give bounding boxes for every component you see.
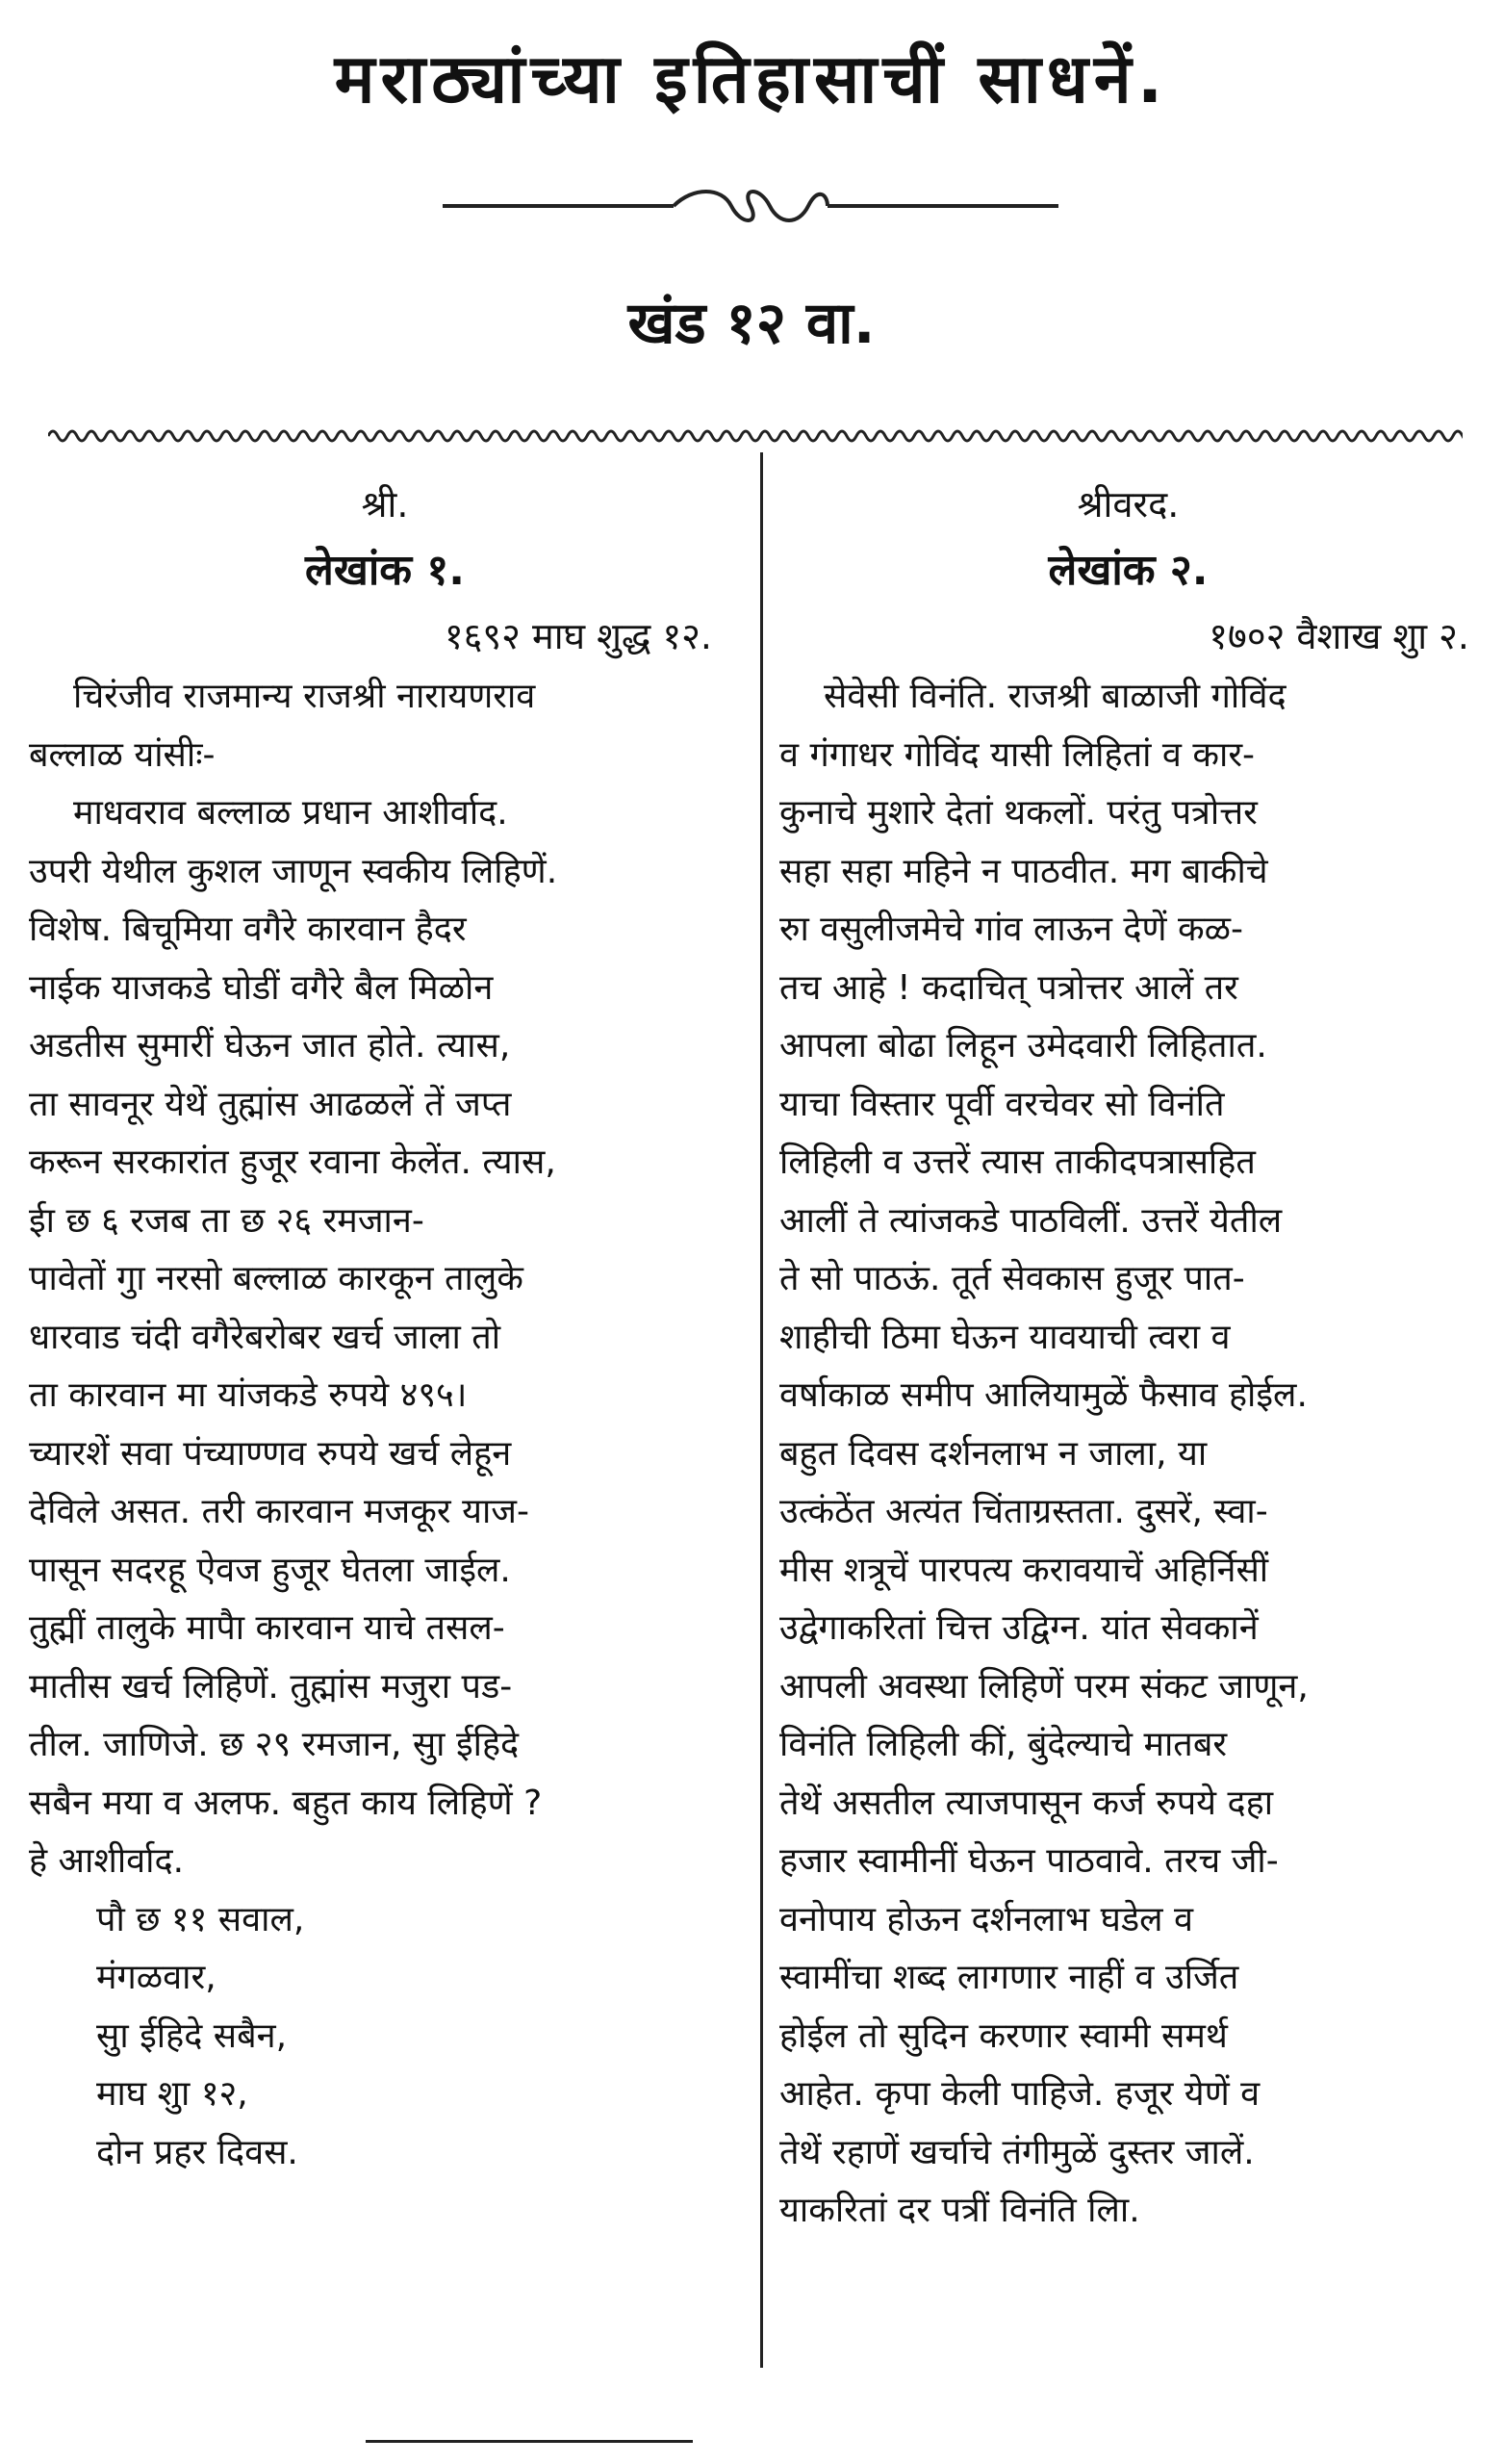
letter-2-date: १७०२ वैशाख शुा २.	[1209, 615, 1469, 657]
wavy-rule	[48, 422, 1463, 450]
letter-2-number: लेखांक २.	[1048, 546, 1209, 595]
body-line: धारवाड चंदी वगैरेबरोबर खर्च जाला तो	[29, 1317, 501, 1357]
letter-1-heading	[29, 472, 741, 604]
signoff-line: सुा ईहिदे सबैन,	[96, 2015, 288, 2056]
letter-1-date: १६९२ माघ शुद्ध १२.	[444, 615, 712, 657]
letter-1-address	[29, 668, 741, 784]
page-title: मराठ्यांच्या इतिहासाचीं साधनें.	[334, 39, 1169, 118]
body-line: आलीं ते त्यांजकडे पाठविलीं. उत्तरें येतील	[779, 1200, 1283, 1241]
body-line: च्यारशें सवा पंच्याण्णव रुपये खर्च लेहून	[29, 1433, 512, 1474]
body-line: सहा सहा महिने न पाठवीत. मग बाकीचे	[779, 851, 1268, 891]
body-line: स्वामींचा शब्द लागणार नाहीं व उर्जित	[779, 1958, 1239, 1997]
address-line: चिरंजीव राजमान्य राजश्री नारायणराव	[73, 677, 536, 716]
letter-2	[779, 472, 1477, 2241]
body-line: पावेतों गुा नरसो बल्लाळ कारकून तालुके	[29, 1259, 523, 1298]
address-line: बल्लाळ यांसीः-	[29, 734, 216, 775]
body-line: मातीस खर्च लिहिणें. तुह्मांस मजुरा पड-	[29, 1666, 513, 1707]
body-line: ते सो पाठऊं. तूर्त सेवकास हुजूर पात-	[779, 1259, 1245, 1298]
body-line: आहेत. कृपा केली पाहिजे. हजूर येणें व	[779, 2074, 1261, 2114]
body-line: सेवेसी विनंति. राजश्री बाळाजी गोविंद	[824, 677, 1286, 716]
body-line: ता सावनूर येथें तुह्मांस आढळलें तें जप्त	[29, 1084, 512, 1124]
body-line: ता कारवान मा यांजकडे रुपये ४९५।	[29, 1375, 468, 1415]
letter-2-body	[779, 668, 1477, 2241]
body-line: व गंगाधर गोविंद यासी लिहितां व कार-	[779, 734, 1256, 775]
body-line: शाहीची ठिमा घेऊन यावयाची त्वरा व	[779, 1317, 1231, 1357]
ornament-divider	[443, 185, 1058, 233]
body-line: लिहिली व उत्तरें त्यास ताकीदपत्रासहित	[779, 1142, 1256, 1182]
body-line: याचा विस्तार पूर्वी वरचेवर सो विनंति	[779, 1084, 1225, 1124]
body-line: कुनाचे मुशारे देतां थकलों. परंतु पत्रोत्तर	[779, 793, 1258, 833]
body-line: विनंति लिहिली कीं, बुंदेल्याचे मातबर	[779, 1725, 1228, 1764]
signoff-line: पौ छ ११ सवाल,	[96, 1899, 305, 1939]
volume-heading: खंड १२ वा.	[627, 290, 876, 357]
body-line: वनोपाय होऊन दर्शनलाभ घडेल व	[779, 1899, 1194, 1939]
body-line: नाईक याजकडे घोडीं वगैरे बैल मिळोन	[29, 967, 494, 1008]
body-line: उपरी येथील कुशल जाणून स्वकीय लिहिणें.	[29, 851, 558, 891]
body-line: विशेष. बिचूमिया वगैरे कारवान हैदर	[29, 910, 467, 949]
body-line: देविले असत. तरी कारवान मजकूर याज-	[29, 1492, 529, 1531]
body-line: तच आहे ! कदाचित् पत्रोत्तर आलें तर	[779, 967, 1238, 1008]
body-line: सबैन मया व अलफ. बहुत काय लिहिणें ?	[29, 1783, 543, 1823]
signoff-line: मंगळवार,	[96, 1958, 217, 1997]
letter-2-invocation: श्रीवरद.	[1077, 483, 1180, 526]
body-line: माधवराव बल्लाळ प्रधान आशीर्वाद.	[73, 793, 508, 833]
bottom-rule	[366, 2440, 693, 2443]
body-line: आपला बोढा लिहून उमेदवारी लिहितात.	[779, 1026, 1267, 1065]
body-line: तेथें असतील त्याजपासून कर्ज रुपये दहा	[779, 1783, 1274, 1823]
letter-1-number: लेखांक १.	[305, 546, 465, 595]
column-divider	[760, 452, 763, 2368]
body-line: तील. जाणिजे. छ २९ रमजान, सुा ईहिदे	[29, 1725, 520, 1764]
letter-1-invocation: श्री.	[361, 483, 409, 526]
letter-1	[29, 472, 741, 2182]
signoff-line: माघ शुा १२,	[96, 2074, 248, 2114]
body-line: रुा वसुलीजमेचे गांव लाऊन देणें कळ-	[779, 910, 1243, 949]
body-line: तेथें रहाणें खर्चाचे तंगीमुळें दुस्तर जालें.	[779, 2132, 1255, 2172]
body-line: करून सरकारांत हुजूर रवाना केलेंत. त्यास,	[29, 1142, 556, 1182]
body-line: मीस शत्रूचें पारपत्य करावयाचें अहिर्निसीं	[779, 1550, 1269, 1590]
body-line: हजार स्वामीनीं घेऊन पाठवावे. तरच जी-	[779, 1841, 1279, 1881]
letter-1-signoff	[29, 1891, 741, 2183]
letter-1-body	[29, 784, 741, 1891]
body-line: बहुत दिवस दर्शनलाभ न जाला, या	[779, 1433, 1208, 1474]
body-line: उद्वेगाकरितां चित्त उद्विग्न. यांत सेवकानें	[779, 1608, 1259, 1648]
body-line: ईा छ ६ रजब ता छ २६ रमजान-	[29, 1200, 424, 1241]
body-line: याकरितां दर पत्रीं विनंति लिा.	[779, 2191, 1140, 2230]
body-line: पासून सदरहू ऐवज हुजूर घेतला जाईल.	[29, 1550, 511, 1590]
body-line: हे आशीर्वाद.	[29, 1841, 185, 1881]
body-line: वर्षाकाळ समीप आलियामुळें फैसाव होईल.	[779, 1375, 1308, 1415]
letter-2-heading	[779, 472, 1477, 604]
body-line: उत्कंठेंत अत्यंत चिंताग्रस्तता. दुसरें, स्वा-	[779, 1492, 1268, 1531]
signoff-line: दोन प्रहर दिवस.	[96, 2132, 298, 2172]
body-line: तुह्मीं तालुके मापैा कारवान याचे तसल-	[29, 1608, 505, 1648]
body-line: आपली अवस्था लिहिणें परम संकट जाणून,	[779, 1666, 1309, 1707]
body-line: होईल तो सुदिन करणार स्वामी समर्थ	[779, 2015, 1228, 2056]
body-line: अडतीस सुमारीं घेऊन जात होते. त्यास,	[29, 1026, 511, 1065]
